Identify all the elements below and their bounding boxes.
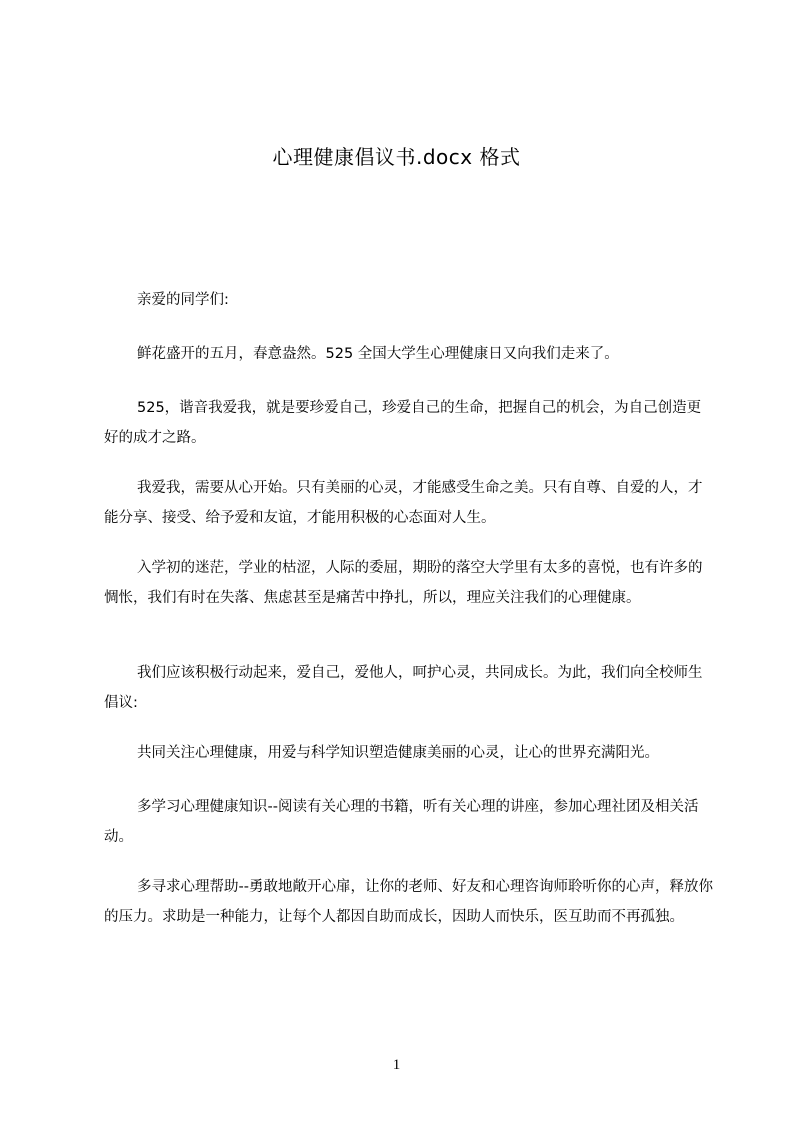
paragraph-525-meaning: 525，谐音我爱我，就是要珍爱自己，珍爱自己的生命，把握自己的机会，为自己创造更好的成才之路。	[104, 400, 702, 446]
page-number: 1	[392, 1057, 401, 1073]
paragraph-love-self: 我爱我，需要从心开始。只有美丽的心灵，才能感受生命之美。只有自尊、自爱的人，才能分享、接受、给予爱和友谊，才能用积极的心态面对人生。	[104, 480, 703, 526]
document-title: 心理健康倡议书.docx 格式	[272, 145, 521, 169]
paragraph-proposal-1: 共同关注心理健康，用爱与科学知识塑造健康美丽的心灵，让心的世界充满阳光。	[137, 745, 659, 761]
paragraph-challenges: 入学初的迷茫，学业的枯涩，人际的委屈，期盼的落空大学里有太多的喜悦，也有许多的惆怅，我们有时在失落、焦虑甚至是痛苦中挣扎，所以，理应关注我们的心理健康。	[104, 560, 703, 606]
paragraph-greeting: 亲爱的同学们:	[137, 292, 229, 308]
paragraph-call-to-action: 我们应该积极行动起来，爱自己，爱他人，呵护心灵，共同成长。为此，我们向全校师生倡议:	[104, 665, 703, 711]
paragraph-proposal-2: 多学习心理健康知识--阅读有关心理的书籍，听有关心理的讲座，参加心理社团及相关活动。	[104, 799, 699, 845]
paragraph-intro: 鲜花盛开的五月，春意盎然。525 全国大学生心理健康日又向我们走来了。	[137, 346, 619, 362]
paragraph-proposal-3: 多寻求心理帮助--勇敢地敞开心扉，让你的老师、好友和心理咨询师聆听你的心声，释放你的压力。求助是一种能力，让每个人都因自助而成长，因助人而快乐，医互助而不再孤独。	[104, 879, 713, 925]
